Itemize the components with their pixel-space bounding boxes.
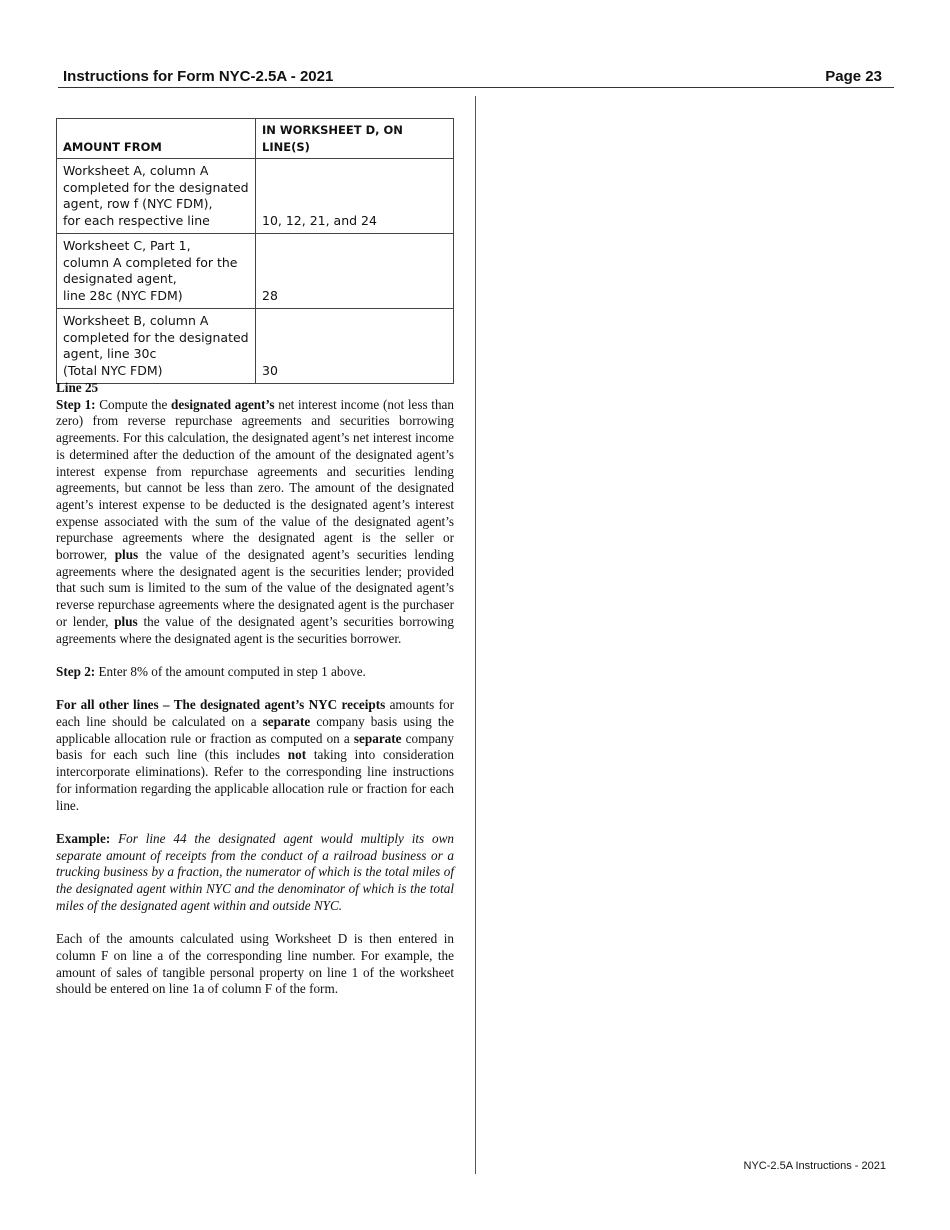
bold-run: separate bbox=[262, 714, 311, 730]
table-cell-from bbox=[57, 309, 256, 384]
bold-run: plus bbox=[114, 613, 138, 629]
step-1-label: Step 1: bbox=[56, 396, 96, 412]
text-run: company basis using the applicable allocation rule or fraction as computed on a bbox=[56, 714, 454, 746]
other-lines-paragraph bbox=[56, 697, 454, 814]
table-cell-lines: 28 bbox=[256, 234, 454, 309]
cell-line: completed for the designated bbox=[63, 179, 249, 195]
example-label: Example: bbox=[56, 830, 111, 846]
bold-run: plus bbox=[114, 547, 139, 563]
table-row bbox=[57, 234, 454, 309]
bold-run: not bbox=[287, 747, 307, 763]
closing-paragraph: Each of the amounts calculated using Worksheet D is then entered in column F on line a of the corresponding line number. For example, the amount of sales of tangible personal property on line 1 of the worksheet should be entered on line 1a of column F of the form. bbox=[56, 931, 454, 997]
column-divider bbox=[475, 96, 476, 1174]
page-header bbox=[58, 68, 894, 88]
cell-line: line 28c (NYC FDM) bbox=[63, 287, 183, 303]
line-25-heading: Line 25 bbox=[56, 380, 99, 395]
step-2-paragraph bbox=[56, 664, 454, 681]
text-run: taking into consideration intercorporate eliminations). Refer to the corresponding line instructions for information regarding the applicable allocation rule or fraction for each line. bbox=[56, 747, 454, 813]
text-run: amounts for each line should be calculated on a bbox=[56, 697, 454, 730]
table-row bbox=[57, 309, 454, 384]
cell-line: agent, row f (NYC FDM), bbox=[63, 196, 213, 211]
text-run: net interest income (not less than zero) from reverse repurchase agreements and securities borrowing agreements. For this calculation, the designated agent’s net interest income is determined after the deduction of the amount of the designated agent’s interest expense from repurchase agreements and securities lending agreements, but cannot be less than zero. The amount of the designated agent’s interest expense to be deducted is the designated agent’s interest expense associated with the sum of the value of the designated agent’s repurchase agreements where the designated agent is the seller or borrower, bbox=[56, 396, 454, 563]
cell-line: designated agent, bbox=[63, 271, 177, 286]
text-run: Enter 8% of the amount computed in step 1 above. bbox=[95, 663, 366, 679]
page-number: Page 23 bbox=[825, 68, 882, 85]
cell-line: Worksheet C, Part 1, bbox=[63, 238, 191, 253]
bold-run: separate bbox=[353, 730, 402, 746]
cell-line: Worksheet B, column A bbox=[63, 313, 209, 328]
document-title: Instructions for Form NYC-2.5A - 2021 bbox=[63, 68, 334, 85]
page-footer: NYC-2.5A Instructions - 2021 bbox=[743, 1160, 886, 1172]
cell-line: Worksheet A, column A bbox=[63, 163, 209, 178]
cell-line: column A completed for the bbox=[63, 254, 238, 270]
example-paragraph bbox=[56, 831, 454, 915]
column-header-worksheet-d-lines: IN WORKSHEET D, ON LINE(S) bbox=[256, 119, 454, 159]
table-cell-lines: 30 bbox=[256, 309, 454, 384]
step-1-paragraph bbox=[56, 397, 454, 648]
table-cell-from bbox=[57, 159, 256, 234]
bold-run: For all other lines – The designated agent’s NYC receipts bbox=[56, 697, 386, 713]
amounts-table bbox=[56, 118, 454, 384]
step-2-label: Step 2: bbox=[56, 663, 96, 679]
text-run: Compute the bbox=[95, 396, 172, 412]
text-run: the value of the designated agent’s securities borrowing agreements where the designated agent is the securities borrower. bbox=[56, 613, 454, 646]
text-run: the value of the designated agent’s securities lending agreements where the designated agent is the securities lender; provided that such sum is limited to the sum of the value of the designated agent’s reverse repurchase agreements where the designated agent is the purchaser or lender, bbox=[56, 547, 454, 629]
cell-line: agent, line 30c bbox=[63, 346, 157, 361]
column-header-amount-from: AMOUNT FROM bbox=[57, 119, 256, 159]
table-header-row bbox=[57, 119, 454, 159]
table-cell-lines: 10, 12, 21, and 24 bbox=[256, 159, 454, 234]
text-run: company basis for each such line (this includes bbox=[56, 730, 454, 763]
cell-line: for each respective line bbox=[63, 212, 210, 228]
instructions-body bbox=[56, 380, 454, 1015]
italic-run: For line 44 the designated agent would multiply its own separate amount of receipts from the conduct of a railroad business or a trucking business by a fraction, the numerator of which is the total miles of the designated agent within NYC and the denominator of which is the total miles of the designated agent within and outside NYC. bbox=[56, 830, 454, 913]
bold-run: designated agent’s bbox=[171, 396, 275, 412]
table-row bbox=[57, 159, 454, 234]
cell-line: completed for the designated bbox=[63, 329, 249, 345]
cell-line: (Total NYC FDM) bbox=[63, 362, 163, 378]
table-cell-from bbox=[57, 234, 256, 309]
